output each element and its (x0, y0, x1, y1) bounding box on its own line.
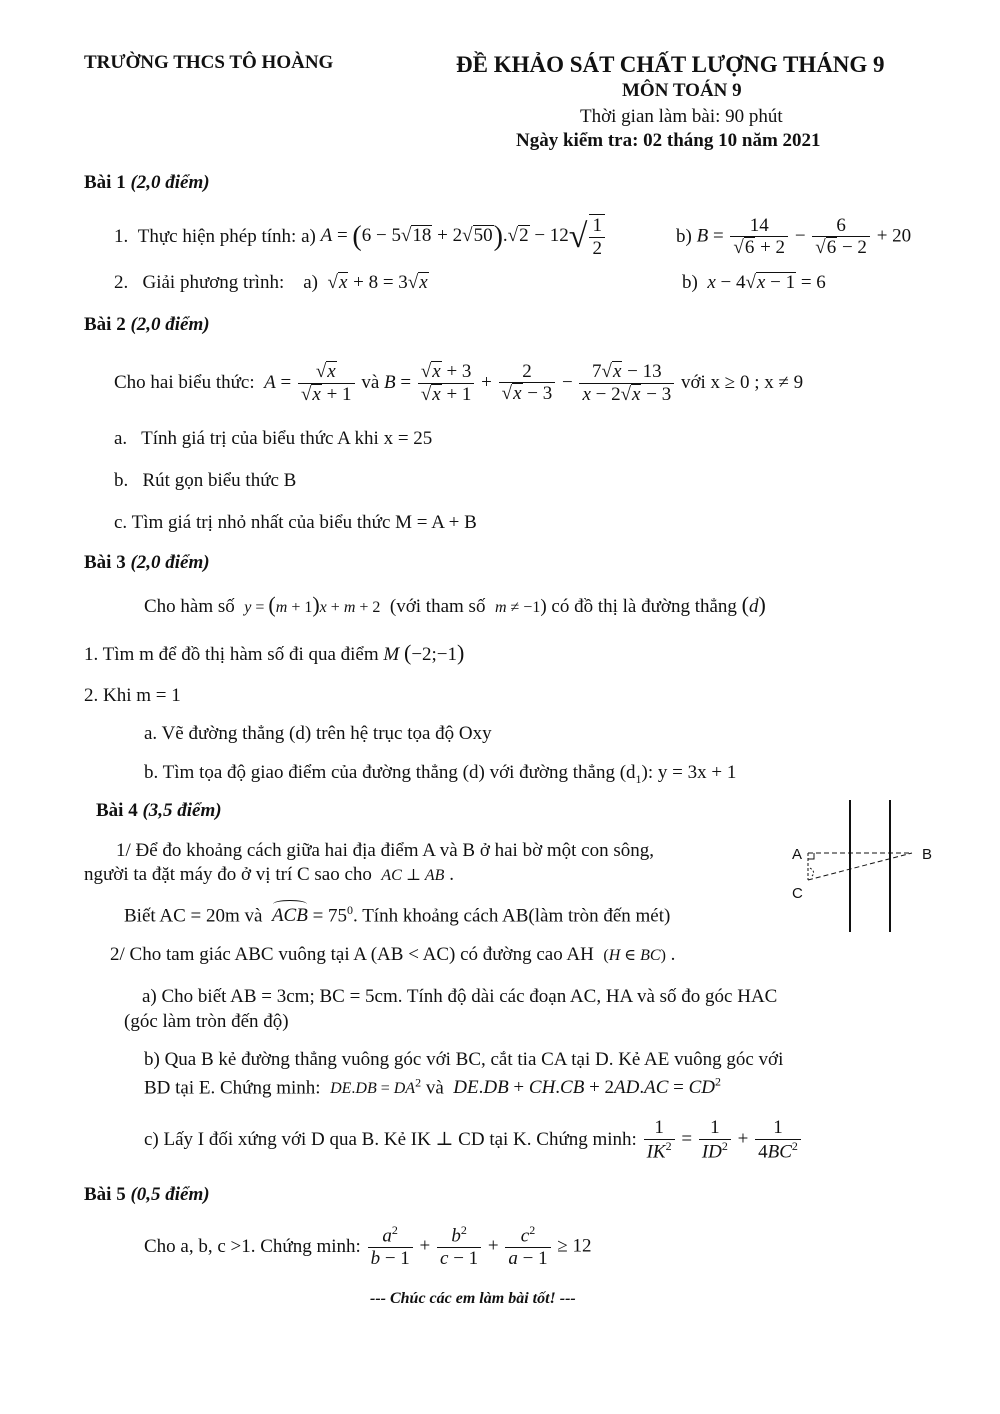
bai4-p2b-formula1: $DE.DB = DA^2$ (330, 1076, 422, 1098)
bai4-p1-line1: 1/ Để đo khoảng cách giữa hai địa điểm A và B ở hai bờ một con sông, (116, 840, 655, 861)
bai3-q2: 2. Khi m = 1 (84, 685, 181, 706)
bai1-points: (2,0 điểm) (130, 172, 210, 193)
river-figure (780, 798, 940, 938)
bai2-qb (114, 470, 296, 492)
bai3-q2b (144, 762, 736, 787)
bai3-intro-b: (với tham số (389, 596, 486, 617)
bai1-title: Bài 1 (84, 172, 126, 193)
angle-c-arc (810, 868, 814, 876)
bai2-qa (114, 428, 432, 450)
bai2-heading (84, 314, 210, 336)
bai4-p1-line3a: Biết AC = 20m và (124, 905, 263, 927)
bai1-q2 (114, 272, 429, 294)
bai5-points: (0,5 điểm) (130, 1184, 210, 1205)
bai5-title: Bài 5 (84, 1184, 126, 1205)
bai3-q1 (84, 640, 464, 666)
bai5-problem (144, 1218, 592, 1276)
bai4-p2b-line2 (144, 1076, 721, 1099)
bai3-q2b-end: ): y = 3x + 1 (641, 762, 737, 783)
bai4-p2: 2/ Cho tam giác ABC vuông tại A (AB < AC) có đường cao AH (H ∈ BC) . (110, 944, 676, 965)
bai4-angle-acb: ACB (271, 905, 308, 927)
bai2-title: Bài 2 (84, 314, 126, 335)
bai4-p1-line2: người ta đặt máy đo ở vị trí C sao cho AC ⊥ AB . (84, 864, 454, 885)
bai3-q2b-sub: 1 (635, 771, 642, 786)
bai2-expr-b: B = $\frac{√x + 3}{√x + 1}$ + $\frac{2}{√x - 3}$ − $\frac{7√x - 13}{x - 2√x - 3}$ (384, 361, 676, 406)
bai4-p2c (144, 1112, 803, 1168)
bai1-q1 (114, 212, 607, 262)
bai5-heading (84, 1184, 210, 1206)
bai1-q2-text: Giải phương trình: (142, 272, 285, 293)
fig-label-b: B (922, 846, 933, 863)
subject: MÔN TOÁN 9 (622, 80, 742, 101)
bai3-intro (144, 592, 766, 618)
bai3-q2b-text: b. Tìm tọa độ giao điểm của đường thẳng (d) với đường thẳng (d (144, 762, 636, 783)
bai1-q1-text: Thực hiện phép tính: a) (137, 226, 316, 248)
bai1-q1b-formula: B = $\frac{14}{√6 + 2}$ − $\frac{6}{√6 - 2}$ + 20 (696, 214, 912, 259)
bai2-points: (2,0 điểm) (130, 314, 210, 335)
bai4-p2c-formula: $\frac{1}{IK^2}$ = $\frac{1}{ID^2}$ + $\frac{1}{4BC^2}$ (642, 1117, 803, 1163)
bai3-line-d: (d) (741, 592, 766, 617)
right-angle-mark (808, 853, 814, 859)
bai2-qa-text: Tính giá trị của biểu thức A khi x = 25 (141, 428, 433, 449)
bai2-qb-label: b. (114, 470, 129, 491)
bai2-condition: với x ≥ 0 ; x ≠ 9 (680, 372, 804, 394)
bai2-qc: c. Tìm giá trị nhỏ nhất của biểu thức M = A + B (114, 512, 477, 533)
bai4-heading (96, 800, 222, 822)
bai1-q1-label: 1. (114, 226, 129, 248)
bai3-q1-text: 1. Tìm m để đồ thị hàm số đi qua điểm (84, 644, 379, 665)
bai1-q2b-label: b) (682, 272, 698, 293)
bai1-q2-label: 2. (114, 272, 129, 293)
bai3-point-m: M (−2;−1) (383, 640, 465, 665)
fig-label-a: A (792, 846, 803, 863)
bai5-inequality: $\frac{a^2}{b - 1}$ + $\frac{b^2}{c - 1}$ + $\frac{c^2}{a - 1}$ ≥ 12 (366, 1224, 592, 1270)
bai2-expr-a: A = $\frac{√x}{√x + 1}$ (264, 361, 356, 406)
time-limit: Thời gian làm bài: 90 phút (580, 106, 783, 127)
bai3-param-cond: m ≠ −1 (494, 599, 541, 616)
exam-title: ĐỀ KHẢO SÁT CHẤT LƯỢNG THÁNG 9 (456, 52, 885, 77)
bai1-q1b-label: b) (676, 226, 692, 248)
bai2-intro: Cho hai biểu thức: (114, 372, 255, 394)
bai4-perp-formula: AC ⊥ AB (381, 867, 445, 884)
bai4-p1-line2-text: người ta đặt máy đo ở vị trí C sao cho (84, 864, 372, 885)
bai4-p2-text: 2/ Cho tam giác ABC vuông tại A (AB < AC) có đường cao AH (110, 944, 594, 965)
bai3-points: (2,0 điểm) (130, 552, 210, 573)
bai4-h-on-bc: (H ∈ BC) (603, 947, 666, 964)
bai3-intro-a: Cho hàm số (144, 596, 235, 617)
segment-cb (808, 853, 912, 880)
bai2-and: và (361, 372, 380, 394)
fig-label-c: C (792, 885, 803, 902)
bai1-q2a-label: a) (303, 272, 318, 293)
bai4-p2a-line2: (góc làm tròn đến độ) (124, 1011, 289, 1032)
bai1-q2a-formula: √x + 8 = 3√x (327, 272, 428, 293)
exam-date: Ngày kiểm tra: 02 tháng 10 năm 2021 (516, 130, 821, 151)
bai1-q2b-formula: x − 4√x − 1 = 6 (707, 272, 826, 293)
bai4-points: (3,5 điểm) (142, 800, 222, 821)
bai4-p2a-line1: a) Cho biết AB = 3cm; BC = 5cm. Tính độ dài các đoạn AC, HA và số đo góc HAC (142, 986, 778, 1007)
bai4-p1-line3c: . Tính khoảng cách AB(làm tròn đến mét) (353, 905, 671, 927)
bai2-qb-text: Rút gọn biểu thức B (142, 470, 297, 491)
bai1-q2b (682, 272, 826, 294)
bai4-p2b-formula2: $DE.DB + CH.CB + 2AD.AC = CD^2$ (453, 1075, 722, 1099)
bai4-p2c-text: c) Lấy I đối xứng với D qua B. Kẻ IK ⊥ CD tại K. Chứng minh: (144, 1129, 637, 1151)
bai3-q2a: a. Vẽ đường thẳng (d) trên hệ trục tọa độ Oxy (144, 723, 492, 744)
bai4-p2b-and: và (425, 1077, 444, 1099)
bai4-p2b-line2-text: BD tại E. Chứng minh: (144, 1077, 321, 1099)
bai4-p1-line3b: = 75 (312, 905, 348, 927)
bai1-q1b (676, 212, 911, 262)
bai3-intro-c: ) có đồ thị là đường thẳng (540, 596, 737, 617)
footer-wish: --- Chúc các em làm bài tốt! --- (370, 1290, 576, 1307)
bai4-p1-line3: Biết AC = 20m và ACB = $75^0$. Tính khoảng cách AB(làm tròn đến mét) (124, 903, 671, 927)
bai3-title: Bài 3 (84, 552, 126, 573)
bai2-expressions (114, 354, 803, 412)
bai4-title: Bài 4 (96, 800, 138, 821)
bai3-function: y = (m + 1)x + m + 2 (244, 592, 381, 617)
bai1-heading (84, 172, 210, 194)
school-name: TRƯỜNG THCS TÔ HOÀNG (84, 52, 334, 73)
bai1-q1a-formula: A = (6 − 5√18 + 2√50).√2 − 12√ $\frac{1}{2}$ (321, 214, 607, 260)
bai2-qa-label: a. (114, 428, 128, 449)
bai3-heading (84, 552, 210, 574)
bai4-p2b-line1: b) Qua B kẻ đường thẳng vuông góc với BC, cắt tia CA tại D. Kẻ AE vuông góc với (144, 1049, 784, 1070)
bai5-text: Cho a, b, c >1. Chứng minh: (144, 1236, 361, 1258)
